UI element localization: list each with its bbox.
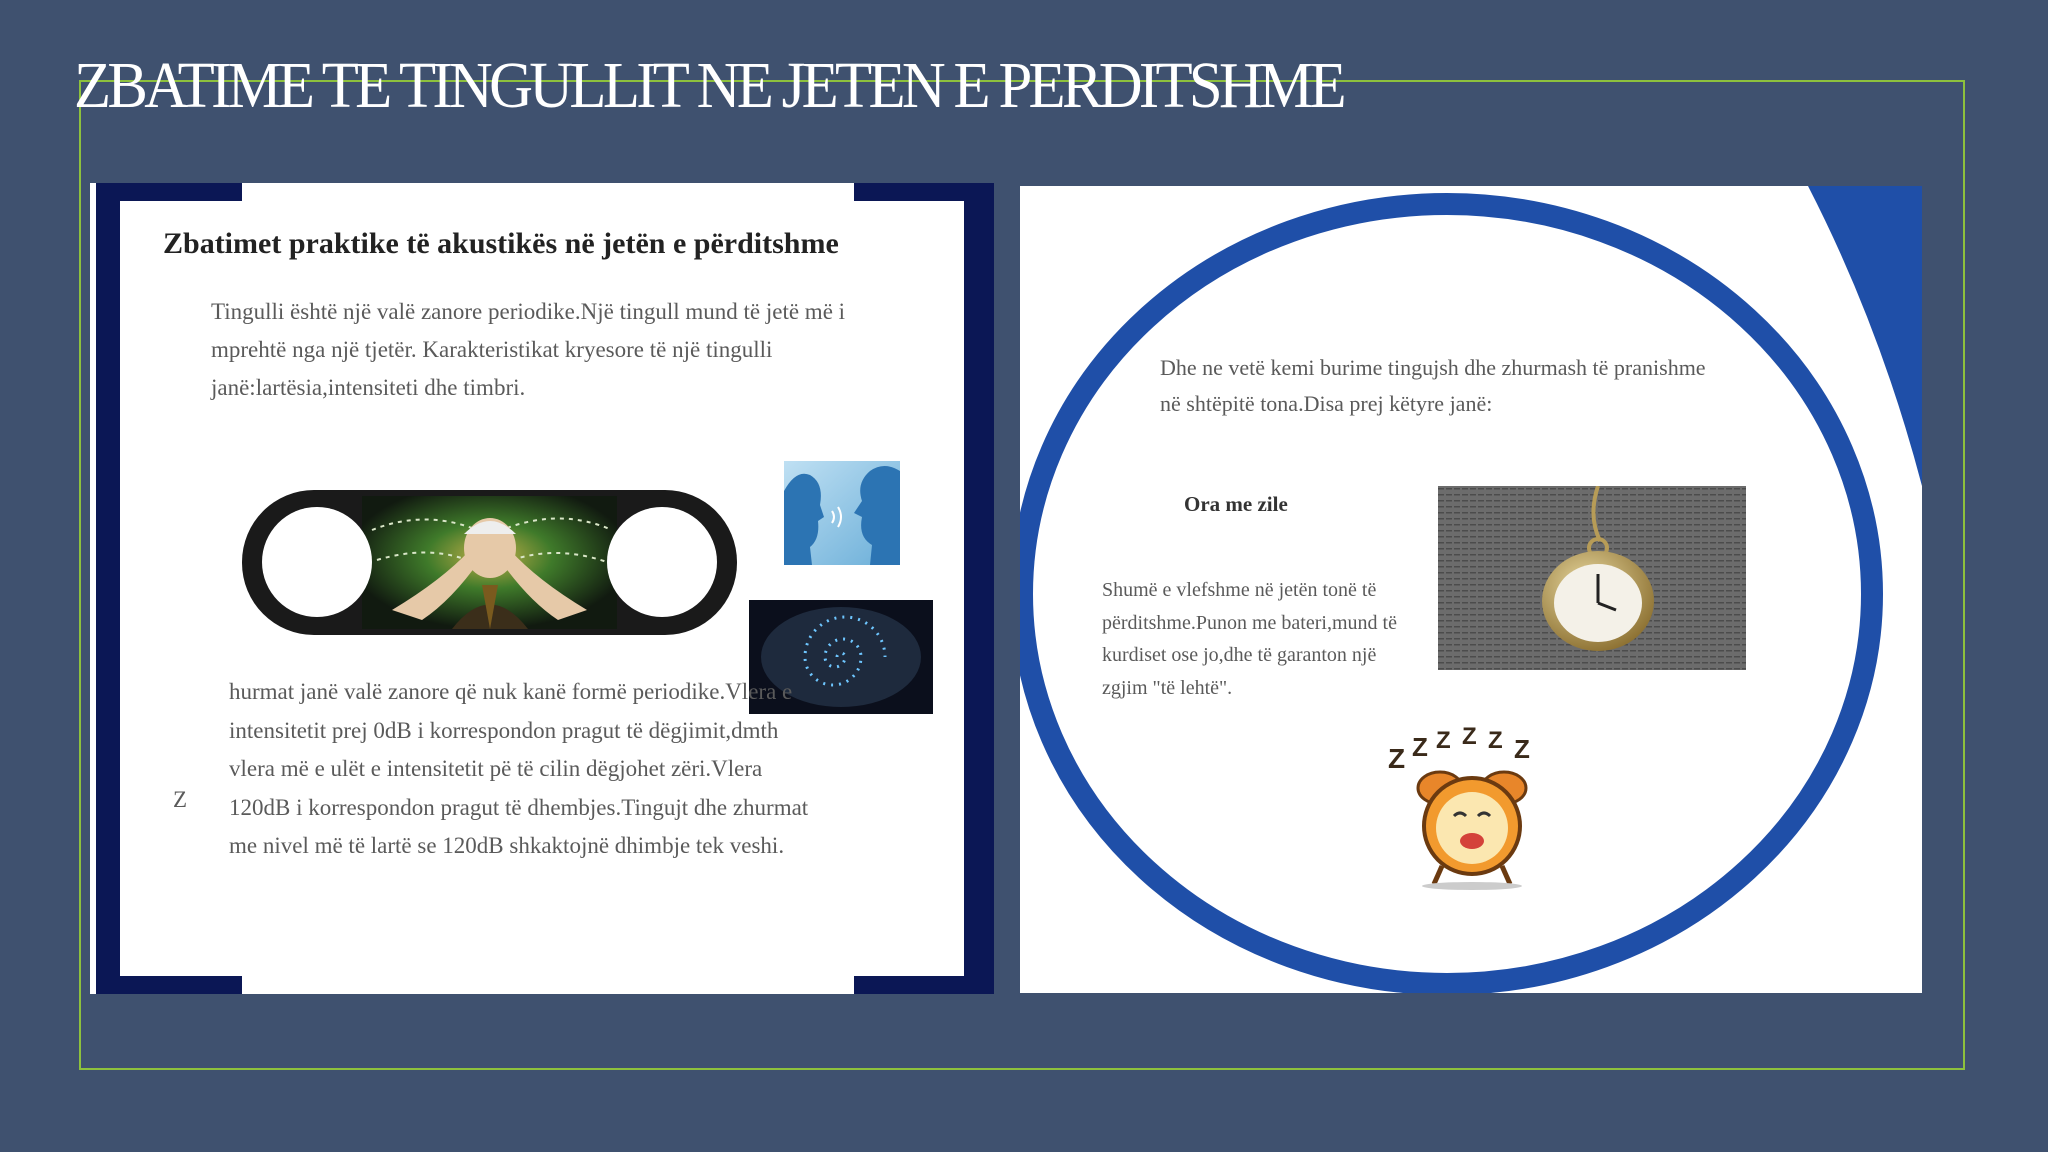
sound-definition-paragraph: Tingulli është një valë zanore periodike.Një tingull mund të jetë më i mprehtë nga një tjetër. Karakteristikat kryesore të një tingulli janë:lartësia,intensiteti dhe timbri.: [211, 299, 846, 400]
svg-text:Z: Z: [1388, 743, 1406, 774]
svg-text:Z: Z: [1436, 727, 1451, 754]
navy-corner-bottom-right: [854, 976, 994, 994]
left-content-panel: [90, 183, 994, 994]
talking-faces-image: [784, 461, 900, 565]
svg-text:Z: Z: [1514, 734, 1530, 764]
svg-text:Z: Z: [1488, 727, 1503, 754]
home-sound-sources-paragraph: Dhe ne vetë kemi burime tingujsh dhe zhurmash të pranishme në shtëpitë tona.Disa prej këtyre janë:: [1160, 355, 1706, 416]
navy-corner-bottom-left: [96, 976, 242, 994]
slide-title: ZBATIME TE TINGULLIT NE JETEN E PERDITSHME: [74, 49, 1343, 122]
navy-border-right: [964, 183, 994, 994]
right-content-panel: [1020, 186, 1922, 993]
cartoon-alarm-clock-image: [1382, 726, 1562, 891]
navy-border-left: [96, 183, 120, 994]
noise-person-image: [242, 490, 737, 635]
alarm-clock-heading: Ora me zile: [1184, 492, 1288, 516]
pocket-watch-image: [1438, 486, 1746, 670]
svg-text:Z: Z: [1462, 726, 1477, 750]
alarm-clock-description: Shumë e vlefshme në jetën tonë të përditshme.Punon me bateri,mund të kurdiset ose jo,dhe të garanton një zgjim "të lehtë".: [1102, 579, 1397, 699]
noise-intensity-paragraph: hurmat janë valë zanore që nuk kanë formë periodike.Vlera e intensitetit prej 0dB i korrespondon pragut të dëgjimit,dmth vlera më e ulët e intensitetit pë të cilin dëgjohet zëri.Vlera 120dB i korrespondon pragut të dhembjes.Tingujt dhe zhurmat me nivel më të lartë se 120dB shkaktojnë dhimbje tek veshi.: [229, 679, 809, 858]
paragraph-dropcap: Z: [173, 787, 188, 812]
navy-corner-top-left: [96, 183, 242, 201]
svg-text:Z: Z: [1412, 732, 1428, 762]
navy-corner-top-right: [854, 183, 994, 201]
left-panel-title: Zbatimet praktike të akustikës në jetën e përditshme: [163, 227, 839, 260]
